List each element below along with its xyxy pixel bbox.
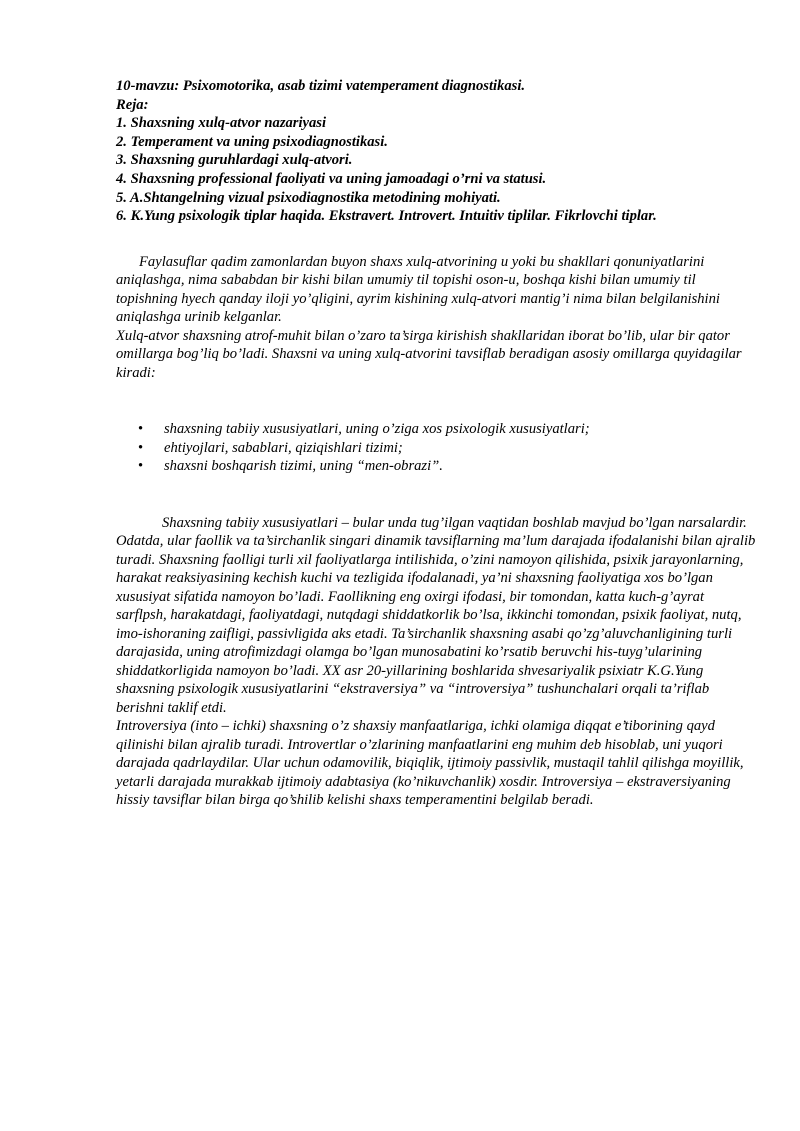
bullet-icon: •: [138, 439, 144, 456]
list-item-text: shaxsning tabiiy xususiyatlari, uning o’ziga xos psixologik xususiyatlari;: [164, 421, 590, 438]
plan-item: 4. Shaxsning professional faoliyati va uning jamoadagi o’rni va statusi.: [116, 170, 547, 187]
plan-item: 5. A.Shtangelning vizual psixodiagnostika metodining mohiyati.: [116, 189, 501, 206]
document-page: [116, 77, 756, 810]
bullet-icon: •: [138, 421, 144, 438]
list-item-text: ehtiyojlari, sabablari, qiziqishlari tizimi;: [164, 439, 403, 456]
factors-list: [116, 420, 756, 476]
intro-paragraph: Faylasuflar qadim zamonlardan buyon shaxs xulq-atvorining u yoki bu shakllari qonuniyatlarini aniqlashga, nima sababdan bir kishi bilan umumiy til topishi oson-u, boshqa kishi bilan umumiy til topishning hyech qanday iloji yo’qligini, ayrim kishining xulq-atvori mantig’i nima bilan belgilanishini aniqlashga urinib kelganlar.: [116, 253, 720, 326]
plan-item: 6. K.Yung psixologik tiplar haqida. Ekstravert. Introvert. Intuitiv tiplilar. Fikrlovchi tiplar.: [116, 208, 657, 225]
natural-traits-paragraph: Shaxsning tabiiy xususiyatlari – bular unda tug’ilgan vaqtidan boshlab mavjud bo’lgan narsalardir. Odatda, ular faollik va ta’sirchanlik singari dinamik tavsiflarning ma’lum darajada ifodalanishi bilan ajralib turadi. Shaxsning faolligi turli xil faoliyatlarga intilishida, o’zini namoyon qilishida, psixik jarayonlarning, harakat reaksiyasining kechish kuchi va tezligida ifodalanadi, ya’ni shaxsning faoliyatiga xos bo’lgan xususiyat sifatida namoyon bo’ladi. Faollikning eng oxirgi ifodasi, bir tomondan, katta kuch-g’ayrat sarflpsh, harakatdagi, faoliyatdagi, nutqdagi shiddatkorlik bo’lsa, ikkinchi tomondan, psixik faoliyat, nutq, imo-ishoraning zaifligi, passivligida aks etadi. Ta’sirchanlik shaxsning asabi qo’zg’aluvchanligining turli darajasida, uning atrofimizdagi olamga bo’lgan munosabatini ko’rsatib beruvchi his-tuyg’ularining shiddatkorligida namoyon bo’ladi. XX asr 20-yillarining boshlarida shvesariyalik psixiatr K.G.Yung shaxsning psixologik xususiyatlarini “ekstraversiya” va “introversiya” tushunchalari orqali ta’riflab berishni taklif etdi.: [116, 514, 756, 716]
plan-label: Reja:: [116, 96, 149, 113]
plan-item: 3. Shaxsning guruhlardagi xulq-atvori.: [116, 152, 353, 169]
list-item: [116, 439, 756, 458]
plan-item: 2. Temperament va uning psixodiagnostikasi.: [116, 133, 388, 150]
lesson-title: 10-mavzu: Psixomotorika, asab tizimi vatemperament diagnostikasi.: [116, 78, 526, 94]
introversion-paragraph: Introversiya (into – ichki) shaxsning o’z shaxsiy manfaatlariga, ichki olamiga diqqat e’tiborining qayd qilinishi bilan ajralib turadi. Introvertlar o’zlarining manfaatlarini eng muhim deb hisoblab, uni yuqori darajada qadrlaydilar. Ular uchun odamovilik, biqiqlik, ijtimoiy passivlik, mustaqil tahlil qilishga moyillik, yetarli darajada murakkab ijtimoiy adabtasiya (ko’nikuvchanlik) xosdir. Introversiya – ekstraversiyaning hissiy tavsiflar bilan birga qo’shilib kelishi shaxs temperamentini belgilab beradi.: [116, 718, 744, 809]
bullet-icon: •: [138, 458, 144, 475]
lesson-heading: [116, 77, 756, 226]
list-item-text: shaxsni boshqarish tizimi, uning “men-obrazi”.: [164, 458, 443, 475]
list-item: [116, 457, 756, 476]
list-item: [116, 420, 756, 439]
plan-item: 1. Shaxsning xulq-atvor nazariyasi: [116, 115, 327, 132]
behavior-paragraph: Xulq-atvor shaxsning atrof-muhit bilan o’zaro ta’sirga kirishish shakllaridan iborat bo’lib, ular bir qator omillarga bog’liq bo’ladi. Shaxsni va uning xulq-atvorini tavsiflab beradigan asosiy omillarga quyidagilar kiradi:: [116, 327, 742, 381]
